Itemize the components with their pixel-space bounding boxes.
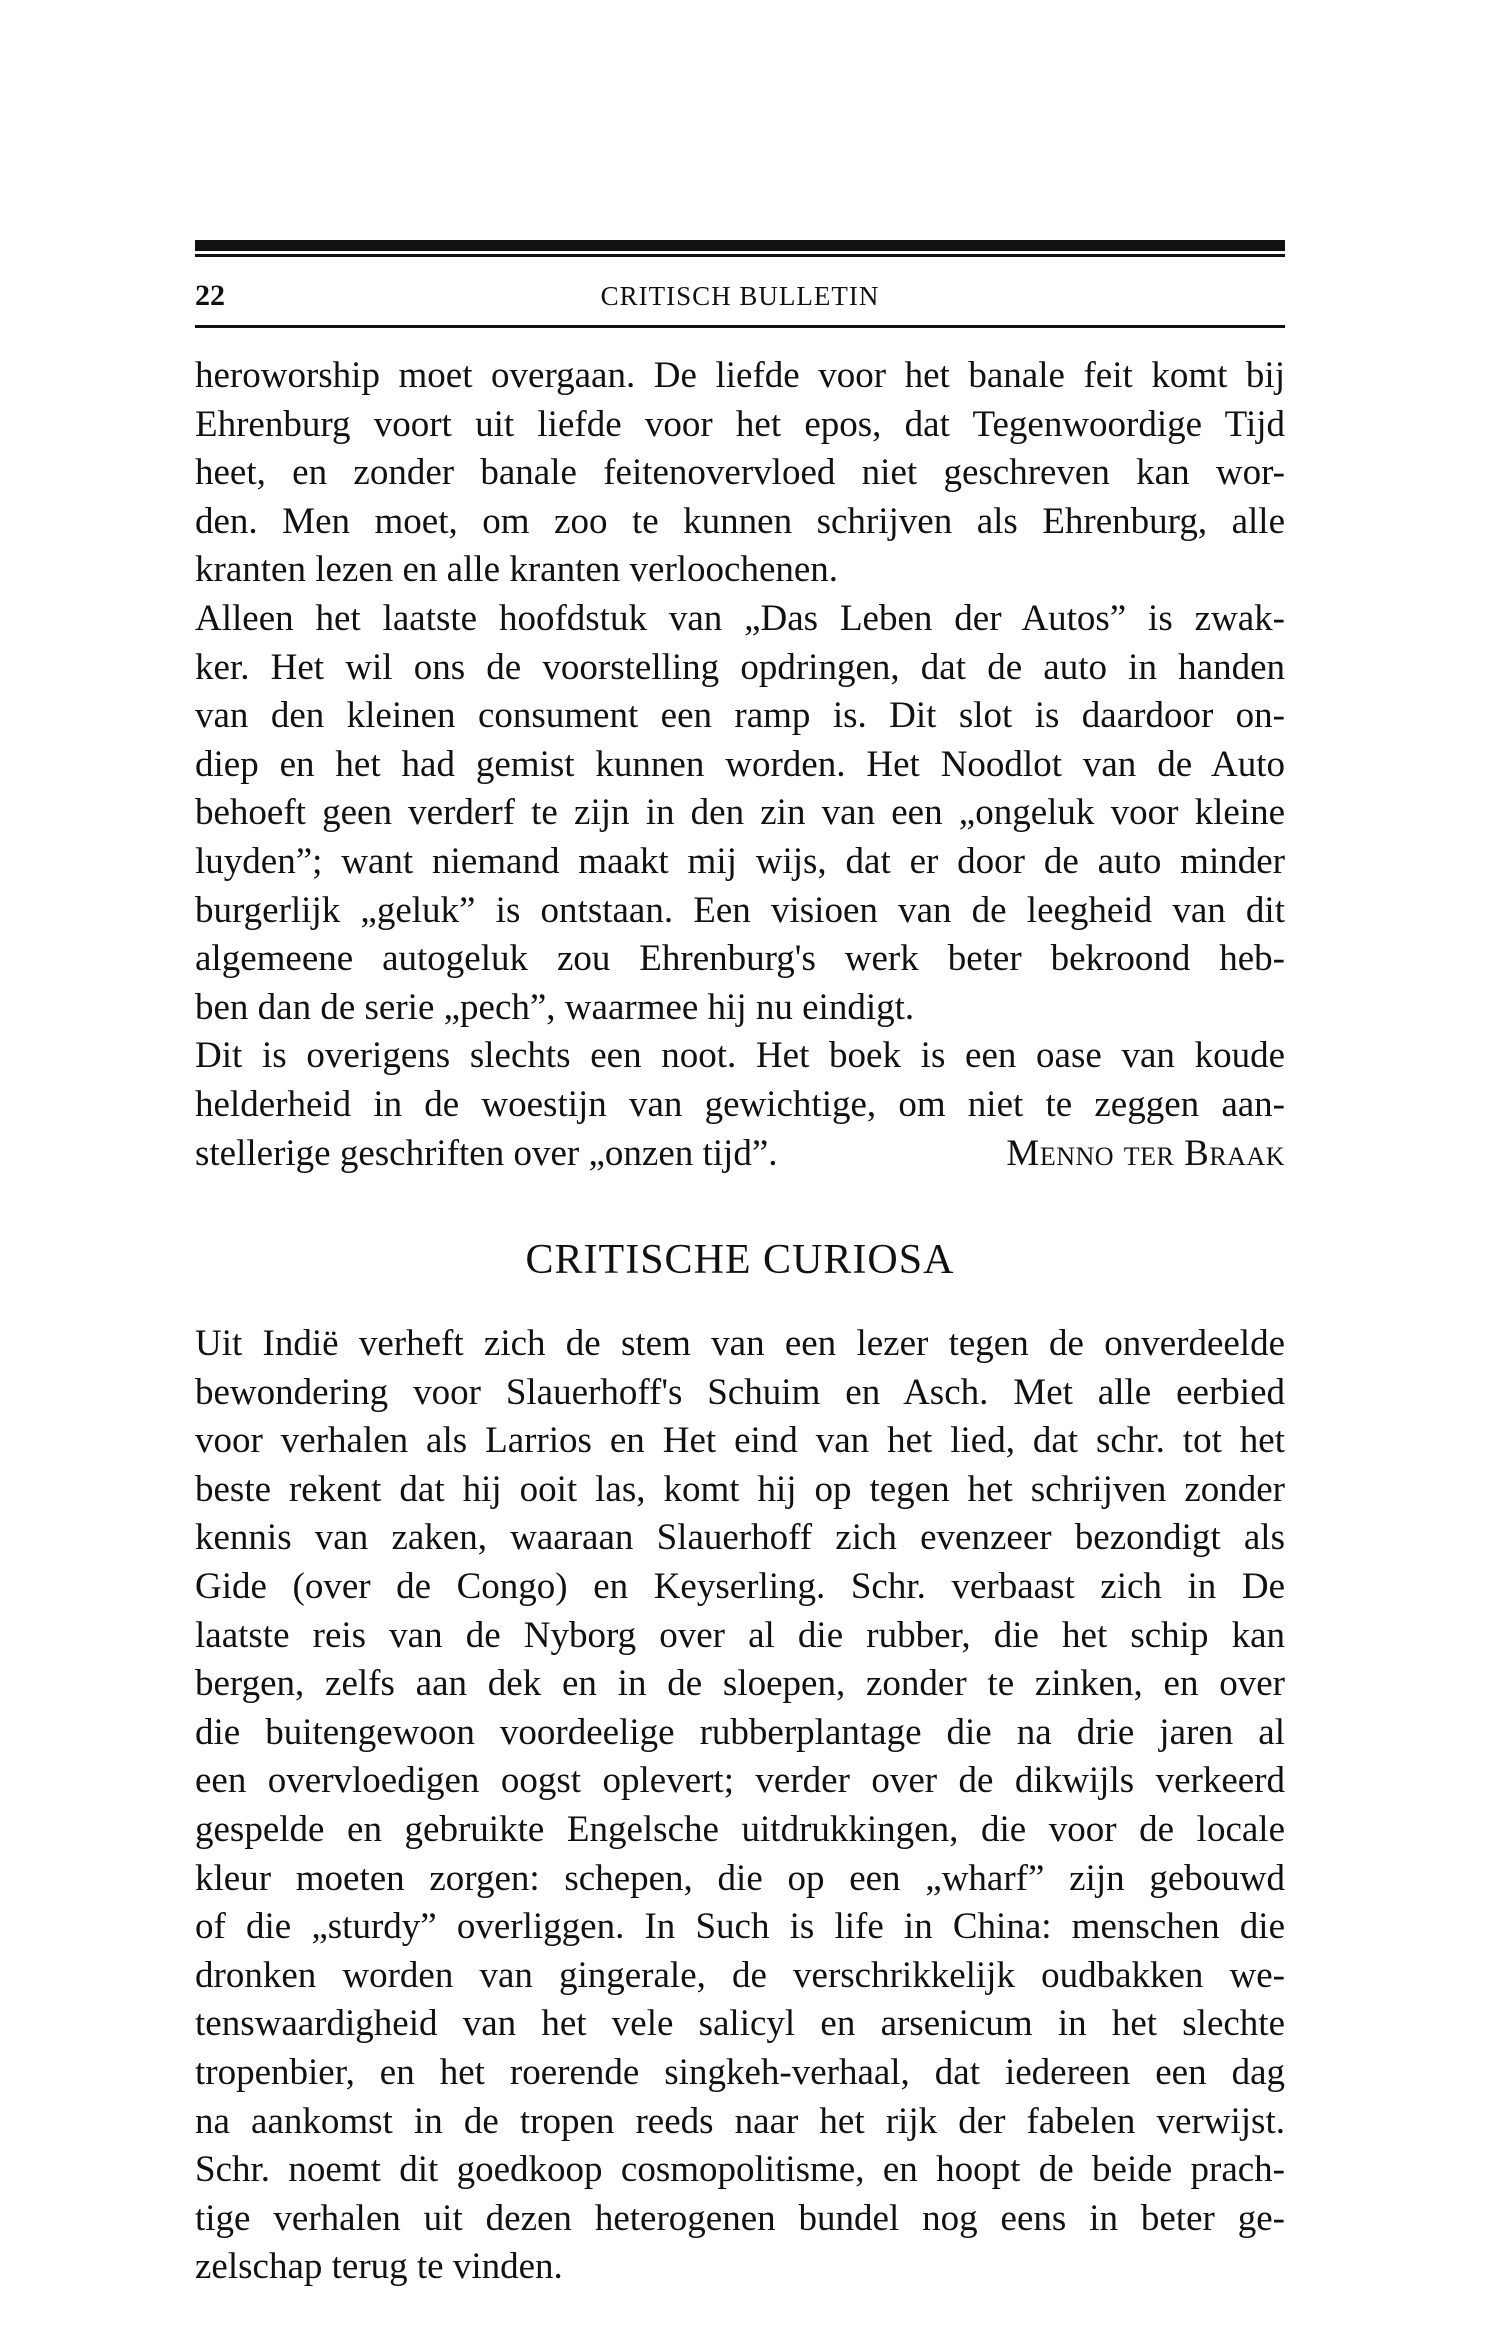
page-number: 22 <box>195 279 225 312</box>
text-line: behoeft geen verderf te zijn in den zin van een „ongeluk voor kleine <box>195 792 1285 834</box>
text-line: kennis van zaken, waaraan Slauerhoff zich evenzeer bezondigt als <box>195 1517 1285 1559</box>
text-line: heroworship moet overgaan. De liefde voor het banale feit komt bij <box>195 355 1285 396</box>
text-line: den. Men moet, om zoo te kunnen schrijven als Ehrenburg, alle <box>195 500 1285 542</box>
text-line: bergen, zelfs aan dek en in de sloepen, zonder te zinken, en over <box>195 1663 1285 1705</box>
header-rule-thick <box>195 240 1285 251</box>
text-line: tige verhalen uit dezen heterogenen bundel nog eens in beter ge- <box>195 2197 1285 2239</box>
text-line: ben dan de serie „pech”, waarmee hij nu eindigt. <box>195 986 915 1028</box>
text-line: een overvloedigen oogst oplevert; verder over de dikwijls verkeerd <box>195 1760 1285 1802</box>
running-head <box>195 257 1285 325</box>
text-line: of die „sturdy” overliggen. In Such is life in China: menschen die <box>195 1906 1285 1948</box>
text-line: Uit Indië verheft zich de stem van een lezer tegen de onverdeelde <box>195 1323 1285 1365</box>
text-line: tenswaardigheid van het vele salicyl en arsenicum in het slechte <box>195 2003 1285 2045</box>
text-line: algemeene autogeluk zou Ehrenburg's werk beter bekroond heb- <box>195 938 1285 980</box>
text-line: Alleen het laatste hoofdstuk van „Das Leben der Autos” is zwak- <box>195 597 1285 639</box>
book-page <box>195 240 1285 2292</box>
text-line: na aankomst in de tropen reeds naar het rijk der fabelen verwijst. <box>195 2100 1285 2142</box>
text-line: Gide (over de Congo) en Keyserling. Schr. verbaast zich in De <box>195 1566 1285 1608</box>
text-line: diep en het had gemist kunnen worden. Het Noodlot van de Auto <box>195 743 1285 785</box>
text-line: bewondering voor Slauerhoff's Schuim en Asch. Met alle eerbied <box>195 1371 1285 1413</box>
author-signature: Menno ter Braak <box>1006 1132 1285 1174</box>
text-line: laatste reis van de Nyborg over al die rubber, die het schip kan <box>195 1614 1285 1656</box>
text-line: burgerlijk „geluk” is ontstaan. Een visioen van de leegheid van dit <box>195 889 1285 931</box>
text-line: heet, en zonder banale feitenovervloed niet geschreven kan wor- <box>195 452 1285 494</box>
text-line: voor verhalen als Larrios en Het eind van het lied, dat schr. tot het <box>195 1420 1285 1462</box>
text-line: gespelde en gebruikte Engelsche uitdrukkingen, die voor de locale <box>195 1809 1285 1851</box>
text-line: kranten lezen en alle kranten verloochenen. <box>195 549 839 591</box>
journal-title: CRITISCH BULLETIN <box>600 281 880 311</box>
text-line-with-signature <box>195 1130 1285 1179</box>
text-line: helderheid in de woestijn van gewichtige, om niet te zeggen aan- <box>195 1083 1285 1125</box>
critische-curiosa-body <box>195 1320 1285 2292</box>
text-line: luyden”; want niemand maakt mij wijs, dat er door de auto minder <box>195 840 1285 882</box>
text-line: Schr. noemt dit goedkoop cosmopolitisme, en hoopt de beide prach- <box>195 2149 1285 2191</box>
text-line: dronken worden van gingerale, de verschrikkelijk oudbakken we- <box>195 1954 1285 1996</box>
text-line: Dit is overigens slechts een noot. Het boek is een oase van koude <box>195 1035 1285 1077</box>
review-continuation <box>195 352 1285 1178</box>
text-line: die buitengewoon voordeelige rubberplantage die na drie jaren al <box>195 1711 1285 1753</box>
text-line: beste rekent dat hij ooit las, komt hij op tegen het schrijven zonder <box>195 1468 1285 1510</box>
text-line: Ehrenburg voort uit liefde voor het epos, dat Tegenwoordige Tijd <box>195 403 1285 445</box>
running-head-rule <box>195 325 1285 328</box>
text-line-content: stellerige geschriften over „onzen tijd”. <box>195 1132 778 1174</box>
section-heading: CRITISCHE CURIOSA <box>525 1237 955 1284</box>
text-line: van den kleinen consument een ramp is. Dit slot is daardoor on- <box>195 695 1285 737</box>
text-line: kleur moeten zorgen: schepen, die op een „wharf” zijn gebouwd <box>195 1857 1285 1899</box>
text-line: ker. Het wil ons de voorstelling opdringen, dat de auto in handen <box>195 646 1285 688</box>
text-line: zelschap terug te vinden. <box>195 2246 563 2288</box>
text-line: tropenbier, en het roerende singkeh-verhaal, dat iedereen een dag <box>195 2052 1285 2093</box>
